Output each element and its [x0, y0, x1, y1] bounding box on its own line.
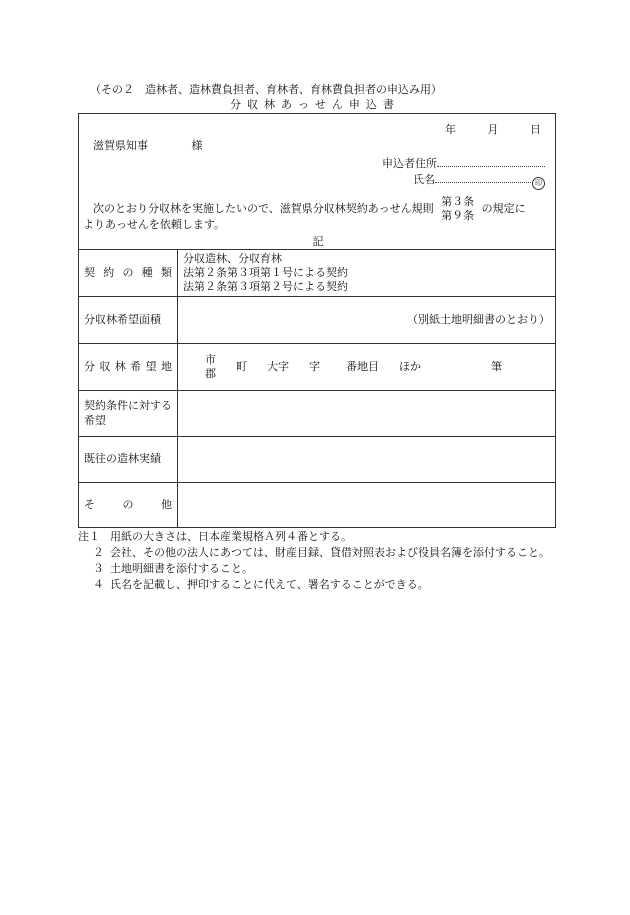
label-char: 林: [114, 359, 126, 373]
county-mark: 郡: [205, 367, 216, 380]
label-char: 契: [84, 265, 95, 279]
applicant-name-line: [413, 171, 545, 190]
conditions-label: 契約条件に対する希望: [79, 391, 178, 437]
form-subtitle: （その２ 造林者、造林費負担者、育林者、育林費負担者の申込み用）: [90, 83, 442, 96]
row-desired-area: [79, 297, 556, 344]
label-char: 分: [84, 359, 95, 373]
other-field[interactable]: [178, 483, 556, 528]
date-day: 日: [530, 123, 541, 136]
note-number: ３: [93, 562, 104, 575]
contract-type-option: 分収造林、分収育林: [183, 251, 282, 265]
applicant-name-label: 氏名: [413, 173, 435, 186]
record-label: 既往の造林実績: [79, 437, 178, 483]
label-char: 他: [161, 497, 172, 511]
seal-mark: 印: [532, 177, 545, 190]
record-field[interactable]: [178, 437, 556, 483]
label-char: そ: [84, 497, 95, 511]
article-3: 第３条: [441, 195, 475, 208]
request-text-suffix: の規定に: [481, 202, 526, 215]
label-char: 望: [145, 359, 157, 373]
row-record: [79, 437, 556, 483]
note-number: 注１: [78, 530, 100, 543]
label-char: 収: [99, 359, 111, 373]
honorific: 様: [191, 139, 203, 152]
note-text: 会社、その他の法人にあつては、財産目録、貸借対照表および役員名簿を添付すること。: [110, 546, 550, 559]
request-text-prefix: 次のとおり分収林を実施したいので、滋賀県分収林契約あっせん規則: [93, 202, 434, 215]
note-text: 土地明細書を添付すること。: [110, 562, 253, 575]
note-number: ４: [93, 578, 104, 591]
row-other: [79, 483, 556, 528]
application-header-box: [78, 113, 556, 250]
article-stack: [441, 195, 474, 223]
banchi-mark: 番地目: [346, 359, 379, 373]
form-title: 分収林あっせん申込書: [230, 98, 400, 111]
applicant-address-line: [382, 155, 545, 171]
other-label-chars: [84, 498, 172, 512]
date-month: 月: [487, 123, 499, 136]
town-mark: 町: [236, 359, 247, 373]
hitsu-mark: 筆: [491, 359, 502, 373]
other-label: [79, 483, 178, 528]
label-char: 種: [141, 265, 153, 279]
label-char: 希: [130, 359, 142, 373]
contract-type-label: [79, 250, 178, 297]
note-item: [78, 577, 558, 592]
oaza-mark: 大字: [267, 359, 289, 373]
hoka-mark: ほか: [399, 359, 421, 373]
date-year: 年: [445, 123, 456, 136]
label-char: 類: [161, 265, 172, 279]
applicant-name-field[interactable]: [435, 171, 531, 183]
applicant-address-field[interactable]: [437, 155, 545, 167]
ki-heading: 記: [312, 235, 324, 248]
desired-area-field[interactable]: （別紙土地明細書のとおり）: [178, 297, 556, 344]
note-number: ２: [93, 546, 104, 559]
location-template: [183, 353, 550, 381]
city-county-stack: [205, 353, 216, 381]
note-item: [78, 545, 558, 560]
application-form-table: [78, 249, 556, 528]
row-location: [79, 344, 556, 391]
article-9: 第９条: [441, 209, 475, 222]
note-item: [78, 561, 558, 576]
request-text-line2: よりあっせんを依頼します。: [83, 218, 226, 231]
label-char: の: [122, 265, 134, 279]
aza-mark: 字: [309, 359, 320, 373]
contract-type-option: 法第２条第３項第１号による契約: [183, 265, 348, 279]
contract-type-option: 法第２条第３項第２号による契約: [183, 280, 348, 294]
label-char: の: [122, 497, 134, 511]
location-label-chars: [84, 360, 172, 374]
contract-type-options[interactable]: [178, 250, 556, 297]
contract-type-label-chars: [84, 266, 172, 280]
row-conditions: [79, 391, 556, 437]
applicant-address-label: 申込者住所: [382, 157, 437, 170]
date-line: [417, 123, 541, 137]
desired-area-label: 分収林希望面積: [79, 297, 178, 344]
location-field[interactable]: [178, 344, 556, 391]
note-text: 氏名を記載し、押印することに代えて、署名することができる。: [110, 578, 429, 591]
location-label: [79, 344, 178, 391]
city-mark: 市: [205, 353, 216, 366]
label-char: 地: [160, 359, 172, 373]
row-contract-type: [79, 250, 556, 297]
note-item: [78, 529, 558, 544]
conditions-field[interactable]: [178, 391, 556, 437]
label-char: 約: [103, 265, 115, 279]
addressee-line: [93, 139, 203, 153]
addressee: 滋賀県知事: [93, 139, 148, 152]
notes: [78, 529, 558, 593]
note-text: 用紙の大きさは、日本産業規格Ａ列４番とする。: [110, 530, 352, 543]
